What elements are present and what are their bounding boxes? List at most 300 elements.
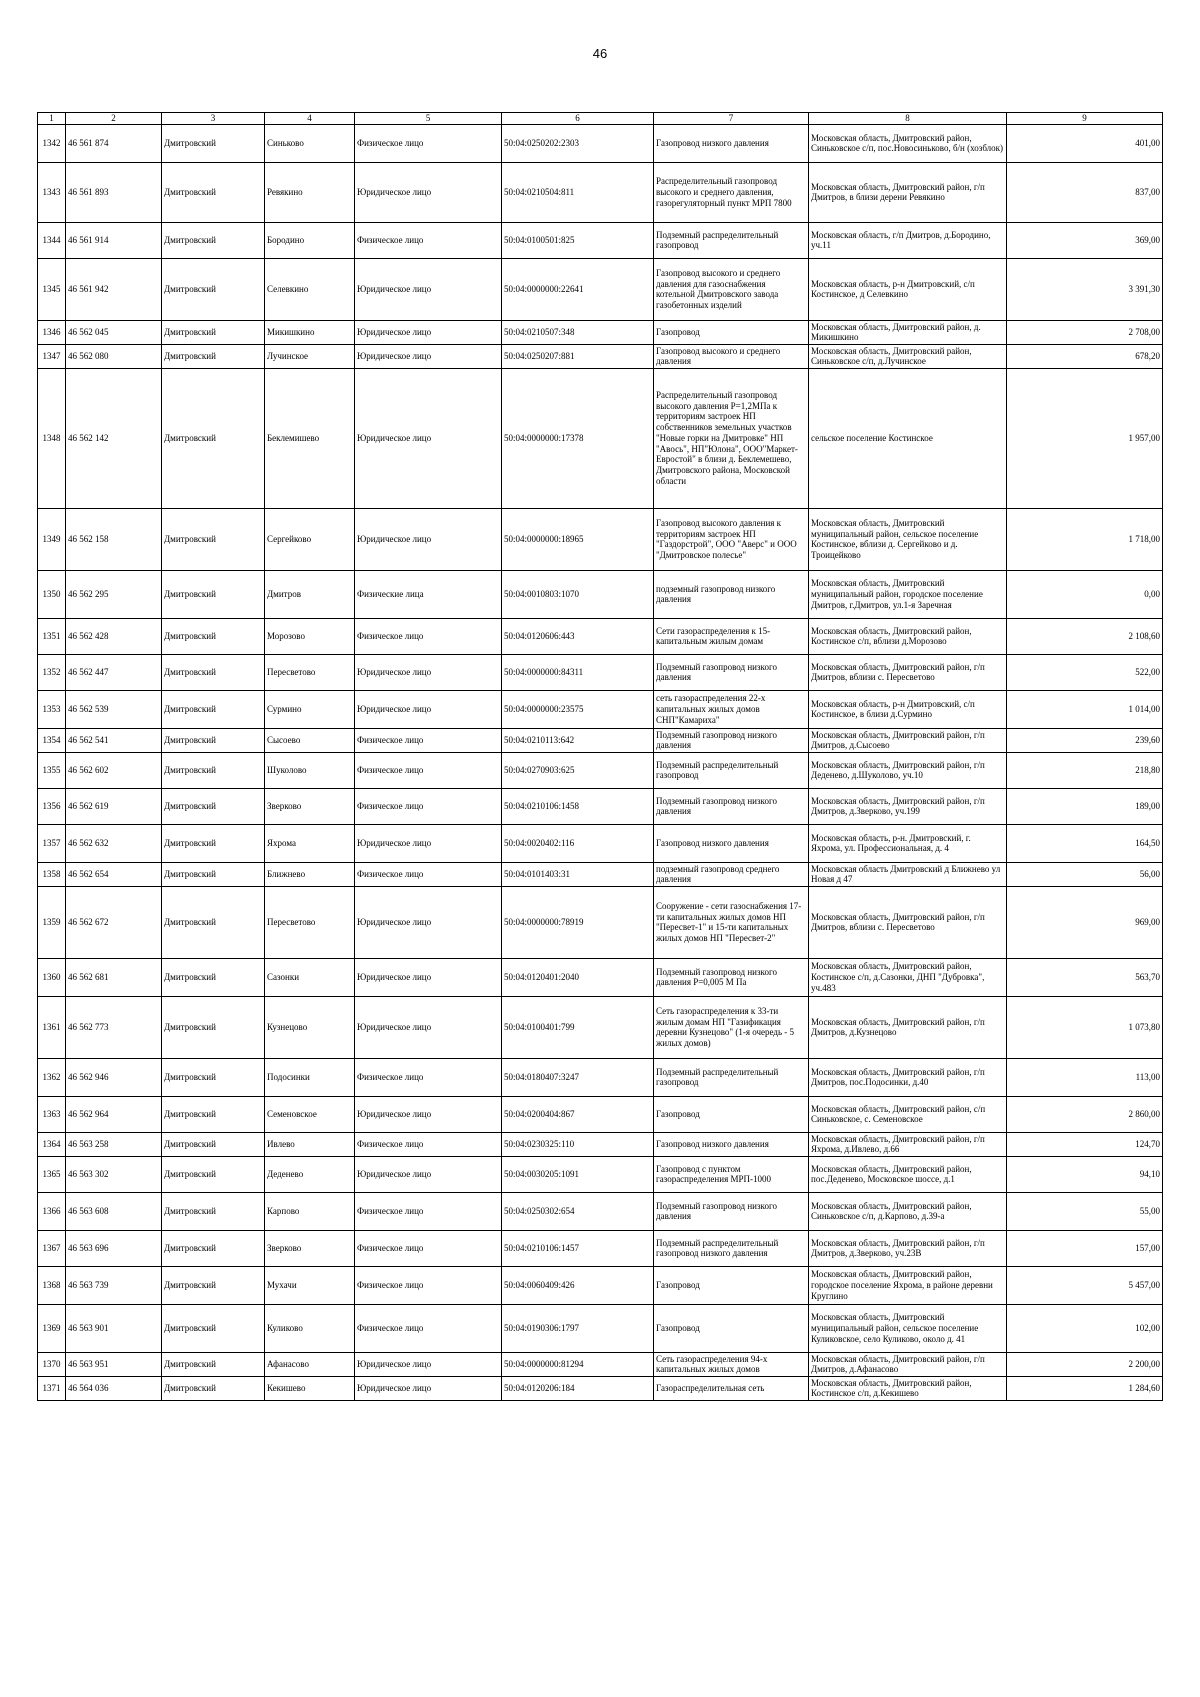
cadastral-number: 50:04:0000000:78919 [502,886,654,958]
owner-type: Юридическое лицо [355,320,502,344]
district-name: Дмитровский [162,618,265,654]
cadastral-number: 50:04:0210113:642 [502,728,654,752]
settlement-name: Шуколово [265,752,355,788]
owner-type: Физическое лицо [355,222,502,258]
object-address: Московская область, Дмитровский район, Костинское с/п, д.Сазонки, ДНП "Дубровка", уч.483 [809,958,1007,996]
cadastral-number: 50:04:0101403:31 [502,862,654,886]
object-length: 401,00 [1007,124,1163,162]
owner-type: Юридическое лицо [355,508,502,570]
oktmo-code: 46 562 632 [66,824,162,862]
object-address: Московская область, Дмитровский район, Костинское с/п, вблизи д.Морозово [809,618,1007,654]
oktmo-code: 46 561 893 [66,162,162,222]
owner-type: Физическое лицо [355,1266,502,1304]
row-number: 1345 [38,258,66,320]
object-name: Распределительный газопровод высокого давления P=1,2МПа к территориям застроек НП собственников земельных участков "Новые горки на Дмитровке" НП "Авось", НП"Юлона", ООО"Маркет-Евростой" в близи д. Беклемешево, Дмитровского района, Московской области [654,368,809,508]
row-number: 1366 [38,1192,66,1230]
object-length: 1 073,80 [1007,996,1163,1058]
table-row [38,570,1163,618]
owner-type: Физическое лицо [355,788,502,824]
object-address: Московская область, Дмитровский район, Синьковское с/п, пос.Новосиньково, б/н (хозблок) [809,124,1007,162]
registry-table [37,112,1163,1401]
district-name: Дмитровский [162,728,265,752]
object-length: 124,70 [1007,1132,1163,1156]
object-length: 969,00 [1007,886,1163,958]
object-length: 3 391,30 [1007,258,1163,320]
table-row [38,1376,1163,1400]
oktmo-code: 46 562 447 [66,654,162,690]
owner-type: Физическое лицо [355,1230,502,1266]
settlement-name: Лучинское [265,344,355,368]
table-row [38,654,1163,690]
row-number: 1371 [38,1376,66,1400]
district-name: Дмитровский [162,124,265,162]
cadastral-number: 50:04:0010803:1070 [502,570,654,618]
oktmo-code: 46 562 619 [66,788,162,824]
object-length: 1 957,00 [1007,368,1163,508]
cadastral-number: 50:04:0100401:799 [502,996,654,1058]
table-row [38,344,1163,368]
row-number: 1342 [38,124,66,162]
settlement-name: Карпово [265,1192,355,1230]
cadastral-number: 50:04:0000000:18965 [502,508,654,570]
object-length: 0,00 [1007,570,1163,618]
object-address: Московская область, Дмитровский район, д. Микишкино [809,320,1007,344]
oktmo-code: 46 561 942 [66,258,162,320]
object-address: Московская область, Дмитровский район, г/п Яхрома, д.Ивлево, д.66 [809,1132,1007,1156]
object-address: Московская область, р-н Дмитровский, с/п Костинское, д Селевкино [809,258,1007,320]
row-number: 1348 [38,368,66,508]
object-address: Московская область, г/п Дмитров, д.Бородино, уч.11 [809,222,1007,258]
row-number: 1356 [38,788,66,824]
row-number: 1360 [38,958,66,996]
table-row [38,1096,1163,1132]
owner-type: Физическое лицо [355,752,502,788]
settlement-name: Подосинки [265,1058,355,1096]
settlement-name: Куликово [265,1304,355,1352]
object-length: 218,80 [1007,752,1163,788]
owner-type: Юридическое лицо [355,368,502,508]
oktmo-code: 46 562 295 [66,570,162,618]
cadastral-number: 50:04:0190306:1797 [502,1304,654,1352]
table-row [38,124,1163,162]
oktmo-code: 46 562 654 [66,862,162,886]
object-length: 1 284,60 [1007,1376,1163,1400]
row-number: 1370 [38,1352,66,1376]
oktmo-code: 46 562 428 [66,618,162,654]
object-length: 55,00 [1007,1192,1163,1230]
object-address: Московская область, Дмитровский район, г/п Дмитров, д.Афанасово [809,1352,1007,1376]
oktmo-code: 46 562 773 [66,996,162,1058]
cadastral-number: 50:04:0250302:654 [502,1192,654,1230]
row-number: 1367 [38,1230,66,1266]
settlement-name: Сысоево [265,728,355,752]
object-name: Газопровод низкого давления [654,124,809,162]
settlement-name: Сурмино [265,690,355,728]
object-length: 94,10 [1007,1156,1163,1192]
district-name: Дмитровский [162,752,265,788]
object-name: Подземный распределительный газопровод [654,752,809,788]
oktmo-code: 46 562 946 [66,1058,162,1096]
object-name: Подземный распределительный газопровод [654,222,809,258]
object-address: Московская область, р-н. Дмитровский, г. Яхрома, ул. Профессиональная, д. 4 [809,824,1007,862]
cadastral-number: 50:04:0230325:110 [502,1132,654,1156]
district-name: Дмитровский [162,958,265,996]
owner-type: Физическое лицо [355,124,502,162]
object-name: Подземный распределительный газопровод низкого давления [654,1230,809,1266]
oktmo-code: 46 563 258 [66,1132,162,1156]
oktmo-code: 46 562 158 [66,508,162,570]
cadastral-number: 50:04:0210106:1458 [502,788,654,824]
district-name: Дмитровский [162,344,265,368]
oktmo-code: 46 564 036 [66,1376,162,1400]
row-number: 1343 [38,162,66,222]
object-name: Газопровод низкого давления [654,824,809,862]
district-name: Дмитровский [162,886,265,958]
owner-type: Юридическое лицо [355,1156,502,1192]
oktmo-code: 46 562 672 [66,886,162,958]
object-length: 2 860,00 [1007,1096,1163,1132]
oktmo-code: 46 561 874 [66,124,162,162]
oktmo-code: 46 562 539 [66,690,162,728]
object-address: Московская область, Дмитровский район, пос.Деденево, Московское шоссе, д.1 [809,1156,1007,1192]
object-name: Сети газораспределения к 15-капитальным жилым домам [654,618,809,654]
district-name: Дмитровский [162,222,265,258]
owner-type: Юридическое лицо [355,886,502,958]
object-length: 563,70 [1007,958,1163,996]
object-address: Московская область, Дмитровский район, г/п Дмитров, вблизи с. Пересветово [809,654,1007,690]
table-row [38,958,1163,996]
oktmo-code: 46 562 602 [66,752,162,788]
table-row [38,862,1163,886]
object-address: Московская область Дмитровский д Ближнево ул Новая д 47 [809,862,1007,886]
object-address: Московская область, Дмитровский район, г/п Дмитров, д.Зверково, уч.23В [809,1230,1007,1266]
table-row [38,1192,1163,1230]
table-row [38,728,1163,752]
object-length: 2 200,00 [1007,1352,1163,1376]
object-length: 239,60 [1007,728,1163,752]
district-name: Дмитровский [162,1230,265,1266]
district-name: Дмитровский [162,508,265,570]
table-row [38,824,1163,862]
oktmo-code: 46 561 914 [66,222,162,258]
district-name: Дмитровский [162,1266,265,1304]
owner-type: Физическое лицо [355,1192,502,1230]
object-address: Московская область, Дмитровский район, Костинское с/п, д.Кекишево [809,1376,1007,1400]
column-number: 3 [162,113,265,125]
row-number: 1351 [38,618,66,654]
settlement-name: Зверково [265,788,355,824]
cadastral-number: 50:04:0210507:348 [502,320,654,344]
column-number: 5 [355,113,502,125]
object-name: Подземный газопровод низкого давления [654,654,809,690]
oktmo-code: 46 562 964 [66,1096,162,1132]
settlement-name: Ивлево [265,1132,355,1156]
row-number: 1353 [38,690,66,728]
cadastral-number: 50:04:0020402:116 [502,824,654,862]
page-number: 46 [592,46,608,61]
district-name: Дмитровский [162,368,265,508]
object-address: Московская область, Дмитровский муниципальный район, городское поселение Дмитров, г.Дмитров, ул.1-я Заречная [809,570,1007,618]
owner-type: Юридическое лицо [355,690,502,728]
oktmo-code: 46 563 739 [66,1266,162,1304]
district-name: Дмитровский [162,1376,265,1400]
district-name: Дмитровский [162,1132,265,1156]
column-number: 7 [654,113,809,125]
district-name: Дмитровский [162,1352,265,1376]
cadastral-number: 50:04:0250202:2303 [502,124,654,162]
object-address: Московская область, Дмитровский район, г/п Дмитров, д.Зверково, уч.199 [809,788,1007,824]
owner-type: Юридическое лицо [355,958,502,996]
owner-type: Физическое лицо [355,1304,502,1352]
owner-type: Юридическое лицо [355,824,502,862]
object-name: Газопровод [654,1266,809,1304]
cadastral-number: 50:04:0000000:17378 [502,368,654,508]
table-row [38,368,1163,508]
settlement-name: Яхрома [265,824,355,862]
column-number: 4 [265,113,355,125]
settlement-name: Дмитров [265,570,355,618]
row-number: 1354 [38,728,66,752]
object-address: Московская область, Дмитровский муниципальный район, сельское поселение Куликовское, село Куликово, около д. 41 [809,1304,1007,1352]
district-name: Дмитровский [162,690,265,728]
table-row [38,618,1163,654]
table-row [38,690,1163,728]
column-number-row [38,113,1163,125]
settlement-name: Беклемишево [265,368,355,508]
column-number: 2 [66,113,162,125]
object-length: 189,00 [1007,788,1163,824]
owner-type: Юридическое лицо [355,996,502,1058]
cadastral-number: 50:04:0270903:625 [502,752,654,788]
owner-type: Юридическое лицо [355,162,502,222]
cadastral-number: 50:04:0120606:443 [502,618,654,654]
district-name: Дмитровский [162,654,265,690]
object-address: Московская область, Дмитровский район, г/п Деденево, д.Шуколово, уч.10 [809,752,1007,788]
table-row [38,1266,1163,1304]
table-row [38,1230,1163,1266]
oktmo-code: 46 562 045 [66,320,162,344]
object-name: Газопровод [654,1304,809,1352]
object-address: Московская область, Дмитровский район, г/п Дмитров, д.Сысоево [809,728,1007,752]
owner-type: Физические лица [355,570,502,618]
table-row [38,996,1163,1058]
object-length: 113,00 [1007,1058,1163,1096]
cadastral-number: 50:04:0000000:23575 [502,690,654,728]
district-name: Дмитровский [162,1156,265,1192]
owner-type: Юридическое лицо [355,344,502,368]
object-name: Распределительный газопровод высокого и среднего давления, газорегуляторный пункт МРП 7800 [654,162,809,222]
cadastral-number: 50:04:0060409:426 [502,1266,654,1304]
table-row [38,752,1163,788]
row-number: 1365 [38,1156,66,1192]
object-address: Московская область, Дмитровский район, городское поселение Яхрома, в районе деревни Круглино [809,1266,1007,1304]
owner-type: Юридическое лицо [355,258,502,320]
row-number: 1358 [38,862,66,886]
row-number: 1368 [38,1266,66,1304]
owner-type: Юридическое лицо [355,1376,502,1400]
oktmo-code: 46 562 681 [66,958,162,996]
oktmo-code: 46 562 142 [66,368,162,508]
oktmo-code: 46 563 901 [66,1304,162,1352]
object-length: 164,50 [1007,824,1163,862]
object-address: Московская область, Дмитровский район, с/п Синьковское, с. Семеновское [809,1096,1007,1132]
row-number: 1344 [38,222,66,258]
object-address: Московская область, Дмитровский район, г/п Дмитров, в близи дерени Ревякино [809,162,1007,222]
object-name: Подземный распределительный газопровод [654,1058,809,1096]
oktmo-code: 46 563 951 [66,1352,162,1376]
owner-type: Физическое лицо [355,618,502,654]
district-name: Дмитровский [162,824,265,862]
settlement-name: Селевкино [265,258,355,320]
settlement-name: Кузнецово [265,996,355,1058]
row-number: 1352 [38,654,66,690]
object-length: 369,00 [1007,222,1163,258]
object-name: Сооружение - сети газоснабжения 17-ти капитальных жилых домов НП "Пересвет-1" и 15-ти капитальных жилых домов НП "Пересвет-2" [654,886,809,958]
table-row [38,162,1163,222]
owner-type: Юридическое лицо [355,1352,502,1376]
owner-type: Юридическое лицо [355,1096,502,1132]
object-name: Газопровод высокого и среднего давления [654,344,809,368]
district-name: Дмитровский [162,996,265,1058]
settlement-name: Деденево [265,1156,355,1192]
district-name: Дмитровский [162,1096,265,1132]
owner-type: Физическое лицо [355,862,502,886]
oktmo-code: 46 562 541 [66,728,162,752]
object-address: Московская область, Дмитровский район, г/п Дмитров, д.Кузнецово [809,996,1007,1058]
object-name: Газопровод [654,320,809,344]
cadastral-number: 50:04:0100501:825 [502,222,654,258]
object-length: 837,00 [1007,162,1163,222]
row-number: 1347 [38,344,66,368]
row-number: 1349 [38,508,66,570]
cadastral-number: 50:04:0210504:811 [502,162,654,222]
district-name: Дмитровский [162,1304,265,1352]
object-name: сеть газораспределения 22-х капитальных жилых домов СНП"Камариха" [654,690,809,728]
district-name: Дмитровский [162,1192,265,1230]
settlement-name: Микишкино [265,320,355,344]
table-row [38,1156,1163,1192]
row-number: 1350 [38,570,66,618]
column-number: 1 [38,113,66,125]
object-length: 157,00 [1007,1230,1163,1266]
row-number: 1359 [38,886,66,958]
row-number: 1364 [38,1132,66,1156]
object-name: подземный газопровод среднего давления [654,862,809,886]
object-length: 678,20 [1007,344,1163,368]
object-name: Подземный газопровод низкого давления [654,728,809,752]
settlement-name: Афанасово [265,1352,355,1376]
settlement-name: Морозово [265,618,355,654]
table-row [38,258,1163,320]
row-number: 1346 [38,320,66,344]
object-name: Газопровод [654,1096,809,1132]
object-address: сельское поселение Костинское [809,368,1007,508]
settlement-name: Зверково [265,1230,355,1266]
row-number: 1361 [38,996,66,1058]
cadastral-number: 50:04:0200404:867 [502,1096,654,1132]
settlement-name: Ревякино [265,162,355,222]
oktmo-code: 46 562 080 [66,344,162,368]
table-row [38,1132,1163,1156]
table-row [38,508,1163,570]
table-row [38,788,1163,824]
table-row [38,320,1163,344]
object-address: Московская область, Дмитровский район, г/п Дмитров, вблизи с. Пересветово [809,886,1007,958]
object-length: 56,00 [1007,862,1163,886]
column-number: 9 [1007,113,1163,125]
column-number: 8 [809,113,1007,125]
object-name: Сеть газораспределения к 33-ти жилым домам НП "Газификация деревни Кузнецово" (1-я очередь - 5 жилых домов) [654,996,809,1058]
row-number: 1363 [38,1096,66,1132]
table-row [38,222,1163,258]
district-name: Дмитровский [162,570,265,618]
object-name: Газопровод с пунктом газораспределения МРП-1000 [654,1156,809,1192]
object-name: подземный газопровод низкого давления [654,570,809,618]
table-row [38,1304,1163,1352]
object-name: Сеть газораспределения 94-х капитальных жилых домов [654,1352,809,1376]
table-row [38,1058,1163,1096]
settlement-name: Пересветово [265,654,355,690]
settlement-name: Сазонки [265,958,355,996]
settlement-name: Пересветово [265,886,355,958]
object-length: 1 014,00 [1007,690,1163,728]
owner-type: Юридическое лицо [355,654,502,690]
cadastral-number: 50:04:0120401:2040 [502,958,654,996]
object-name: Газопровод низкого давления [654,1132,809,1156]
settlement-name: Семеновское [265,1096,355,1132]
district-name: Дмитровский [162,258,265,320]
cadastral-number: 50:04:0250207:881 [502,344,654,368]
object-name: Подземный газопровод низкого давления [654,1192,809,1230]
settlement-name: Сергейково [265,508,355,570]
row-number: 1362 [38,1058,66,1096]
object-length: 2 708,00 [1007,320,1163,344]
oktmo-code: 46 563 302 [66,1156,162,1192]
owner-type: Физическое лицо [355,1132,502,1156]
object-address: Московская область, Дмитровский район, г/п Дмитров, пос.Подосинки, д.40 [809,1058,1007,1096]
district-name: Дмитровский [162,162,265,222]
settlement-name: Кекишево [265,1376,355,1400]
cadastral-number: 50:04:0210106:1457 [502,1230,654,1266]
table-row [38,1352,1163,1376]
object-name: Подземный газопровод низкого давления P=0,005 М Па [654,958,809,996]
object-length: 5 457,00 [1007,1266,1163,1304]
owner-type: Физическое лицо [355,1058,502,1096]
object-length: 522,00 [1007,654,1163,690]
settlement-name: Бородино [265,222,355,258]
row-number: 1355 [38,752,66,788]
district-name: Дмитровский [162,320,265,344]
row-number: 1357 [38,824,66,862]
object-address: Московская область, р-н Дмитровский, с/п Костинское, в близи д.Сурмино [809,690,1007,728]
column-number: 6 [502,113,654,125]
object-address: Московская область, Дмитровский район, Синьковское с/п, д.Лучинское [809,344,1007,368]
cadastral-number: 50:04:0120206:184 [502,1376,654,1400]
settlement-name: Синьково [265,124,355,162]
object-name: Газопровод высокого давления к территориям застроек НП "Газдорстрой", ООО "Аверс" и ООО "Дмитровское полесье" [654,508,809,570]
object-address: Московская область, Дмитровский район, Синьковское с/п, д.Карпово, д.39-а [809,1192,1007,1230]
oktmo-code: 46 563 696 [66,1230,162,1266]
district-name: Дмитровский [162,1058,265,1096]
object-name: Газораспределительная сеть [654,1376,809,1400]
cadastral-number: 50:04:0030205:1091 [502,1156,654,1192]
cadastral-number: 50:04:0180407:3247 [502,1058,654,1096]
row-number: 1369 [38,1304,66,1352]
object-address: Московская область, Дмитровский муниципальный район, сельское поселение Костинское, вблизи д. Сергейково и д. Троицейково [809,508,1007,570]
cadastral-number: 50:04:0000000:84311 [502,654,654,690]
object-length: 102,00 [1007,1304,1163,1352]
object-length: 1 718,00 [1007,508,1163,570]
